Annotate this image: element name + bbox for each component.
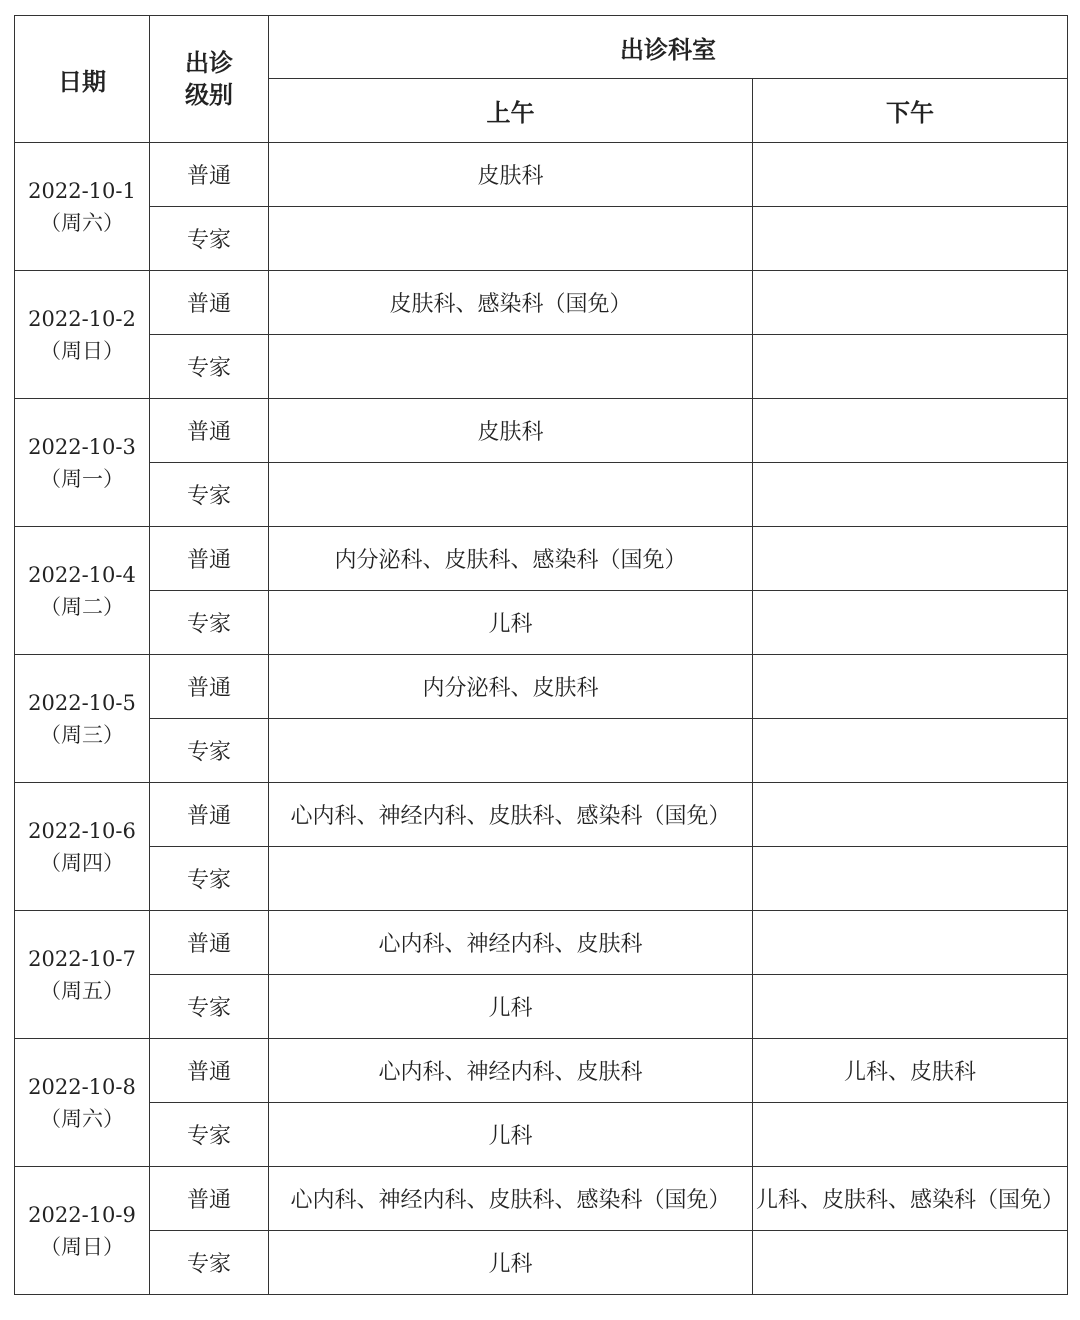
table-row xyxy=(15,591,1068,655)
table-row xyxy=(15,1039,1068,1103)
date-text: 2022-10-9 xyxy=(28,1202,136,1227)
level-cell: 普通 xyxy=(150,527,269,591)
morning-department-cell: 心内科、神经内科、皮肤科 xyxy=(269,1039,753,1103)
table-body xyxy=(15,143,1068,1295)
table-row xyxy=(15,719,1068,783)
table-row xyxy=(15,271,1068,335)
table-row xyxy=(15,655,1068,719)
table-header xyxy=(15,16,1068,143)
date-text: 2022-10-8 xyxy=(28,1074,136,1099)
schedule-table xyxy=(14,15,1068,1295)
date-text: 2022-10-6 xyxy=(28,818,136,843)
afternoon-department-cell xyxy=(753,271,1068,335)
afternoon-department-cell xyxy=(753,975,1068,1039)
morning-department-cell: 儿科 xyxy=(269,591,753,655)
table-row xyxy=(15,975,1068,1039)
table-row xyxy=(15,1231,1068,1295)
morning-department-cell: 儿科 xyxy=(269,1103,753,1167)
afternoon-department-cell xyxy=(753,847,1068,911)
table-row xyxy=(15,1103,1068,1167)
level-cell: 普通 xyxy=(150,399,269,463)
date-cell xyxy=(15,911,150,1039)
table-row xyxy=(15,911,1068,975)
level-cell: 普通 xyxy=(150,1167,269,1231)
morning-department-cell: 皮肤科 xyxy=(269,143,753,207)
level-cell: 专家 xyxy=(150,1231,269,1295)
level-cell: 普通 xyxy=(150,783,269,847)
afternoon-department-cell xyxy=(753,655,1068,719)
morning-department-cell xyxy=(269,463,753,527)
date-cell xyxy=(15,271,150,399)
level-cell: 专家 xyxy=(150,335,269,399)
level-cell: 专家 xyxy=(150,1103,269,1167)
date-cell xyxy=(15,783,150,911)
morning-department-cell: 心内科、神经内科、皮肤科、感染科（国免） xyxy=(269,783,753,847)
morning-department-cell: 儿科 xyxy=(269,1231,753,1295)
morning-column-header: 上午 xyxy=(269,79,753,143)
morning-department-cell xyxy=(269,847,753,911)
date-cell xyxy=(15,527,150,655)
header-row-top xyxy=(15,16,1068,79)
level-header-line1: 出诊 xyxy=(185,49,233,77)
afternoon-department-cell: 儿科、皮肤科、感染科（国免） xyxy=(753,1167,1068,1231)
table-row xyxy=(15,335,1068,399)
weekday-text: （周四） xyxy=(40,850,124,875)
date-cell xyxy=(15,143,150,271)
morning-department-cell: 皮肤科、感染科（国免） xyxy=(269,271,753,335)
level-cell: 专家 xyxy=(150,591,269,655)
afternoon-column-header: 下午 xyxy=(753,79,1068,143)
table-row xyxy=(15,527,1068,591)
level-cell: 专家 xyxy=(150,207,269,271)
level-cell: 普通 xyxy=(150,655,269,719)
date-text: 2022-10-1 xyxy=(28,178,136,203)
weekday-text: （周二） xyxy=(40,594,124,619)
table-row xyxy=(15,207,1068,271)
weekday-text: （周五） xyxy=(40,978,124,1003)
morning-department-cell xyxy=(269,335,753,399)
weekday-text: （周六） xyxy=(40,1106,124,1131)
afternoon-department-cell xyxy=(753,719,1068,783)
date-cell xyxy=(15,1039,150,1167)
morning-department-cell: 内分泌科、皮肤科、感染科（国免） xyxy=(269,527,753,591)
afternoon-department-cell xyxy=(753,527,1068,591)
date-text: 2022-10-7 xyxy=(28,946,136,971)
date-cell xyxy=(15,1167,150,1295)
date-column-header: 日期 xyxy=(15,16,150,143)
level-cell: 普通 xyxy=(150,143,269,207)
afternoon-department-cell xyxy=(753,783,1068,847)
afternoon-department-cell xyxy=(753,207,1068,271)
morning-department-cell: 皮肤科 xyxy=(269,399,753,463)
level-cell: 专家 xyxy=(150,975,269,1039)
afternoon-department-cell xyxy=(753,1231,1068,1295)
table-row xyxy=(15,143,1068,207)
morning-department-cell: 心内科、神经内科、皮肤科 xyxy=(269,911,753,975)
level-header-line2: 级别 xyxy=(185,81,233,109)
date-cell xyxy=(15,655,150,783)
weekday-text: （周六） xyxy=(40,210,124,235)
afternoon-department-cell xyxy=(753,911,1068,975)
date-cell xyxy=(15,399,150,527)
morning-department-cell: 内分泌科、皮肤科 xyxy=(269,655,753,719)
morning-department-cell: 心内科、神经内科、皮肤科、感染科（国免） xyxy=(269,1167,753,1231)
afternoon-department-cell xyxy=(753,335,1068,399)
table-row xyxy=(15,783,1068,847)
date-text: 2022-10-4 xyxy=(28,562,136,587)
level-cell: 普通 xyxy=(150,271,269,335)
level-cell: 专家 xyxy=(150,463,269,527)
level-cell: 普通 xyxy=(150,911,269,975)
level-column-header xyxy=(150,16,269,143)
date-text: 2022-10-3 xyxy=(28,434,136,459)
table-row xyxy=(15,399,1068,463)
afternoon-department-cell xyxy=(753,399,1068,463)
date-text: 2022-10-2 xyxy=(28,306,136,331)
table-row xyxy=(15,1167,1068,1231)
level-cell: 专家 xyxy=(150,719,269,783)
weekday-text: （周日） xyxy=(40,1234,124,1259)
date-text: 2022-10-5 xyxy=(28,690,136,715)
morning-department-cell xyxy=(269,719,753,783)
weekday-text: （周一） xyxy=(40,466,124,491)
level-cell: 专家 xyxy=(150,847,269,911)
afternoon-department-cell xyxy=(753,143,1068,207)
morning-department-cell xyxy=(269,207,753,271)
afternoon-department-cell xyxy=(753,463,1068,527)
morning-department-cell: 儿科 xyxy=(269,975,753,1039)
weekday-text: （周三） xyxy=(40,722,124,747)
afternoon-department-cell xyxy=(753,1103,1068,1167)
level-cell: 普通 xyxy=(150,1039,269,1103)
table-row xyxy=(15,463,1068,527)
weekday-text: （周日） xyxy=(40,338,124,363)
table-row xyxy=(15,847,1068,911)
afternoon-department-cell xyxy=(753,591,1068,655)
afternoon-department-cell: 儿科、皮肤科 xyxy=(753,1039,1068,1103)
department-column-header: 出诊科室 xyxy=(269,16,1068,79)
